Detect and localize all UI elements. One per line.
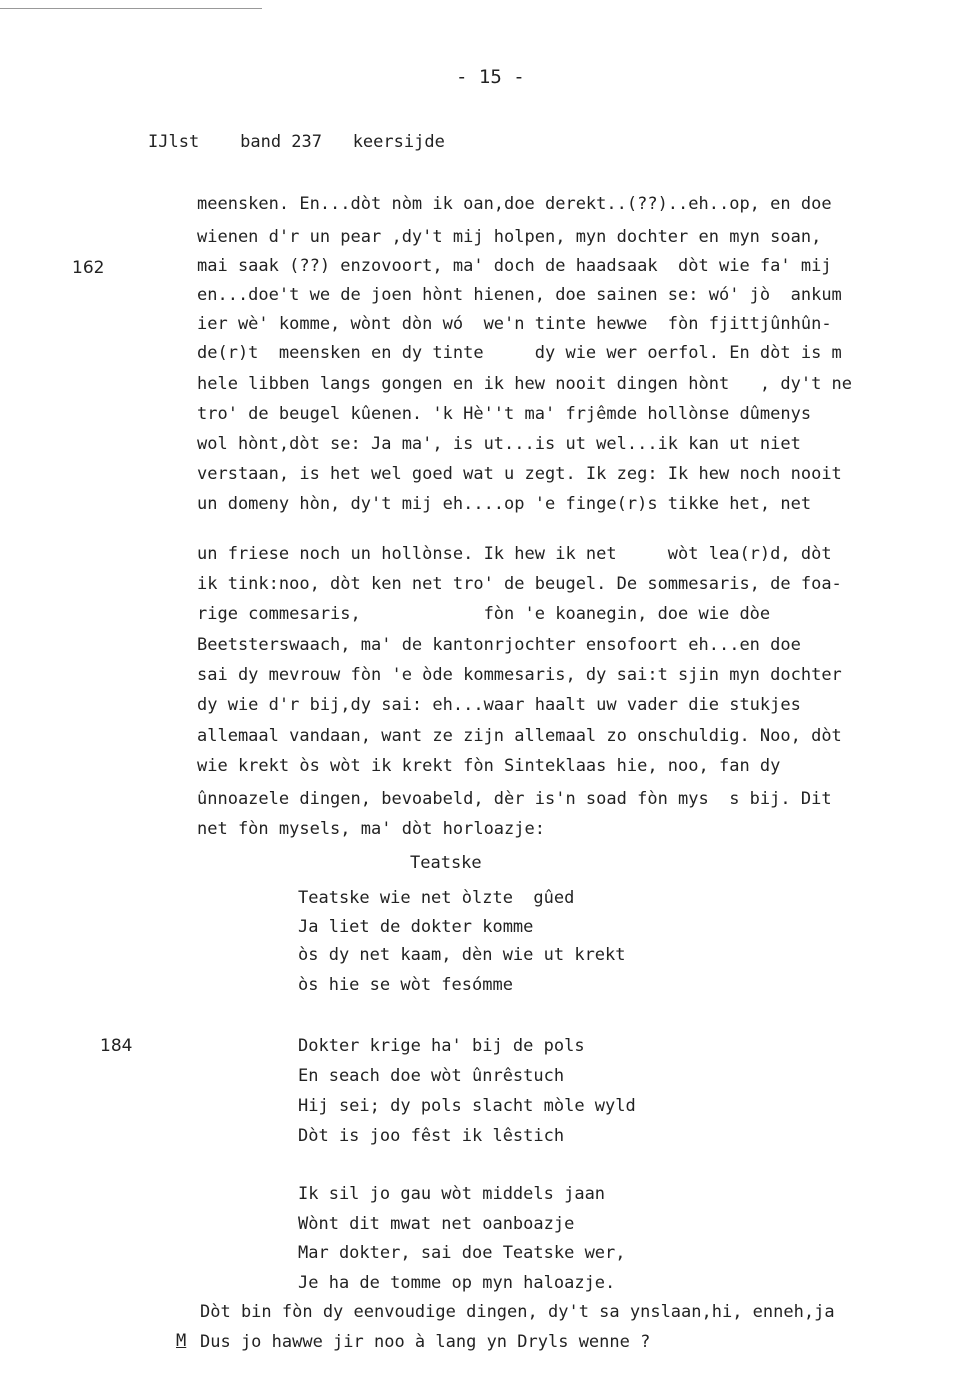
transcript-line: en...doe't we de joen hònt hienen, doe sainen se: wó' jò ankum — [197, 285, 842, 305]
transcript-line: mai saak (??) enzovoort, ma' doch de haadsaak dòt wie fa' mij — [197, 256, 832, 276]
poem-line: Dokter krige ha' bij de pols — [298, 1036, 585, 1056]
transcript-line: un friese noch un hollònse. Ik hew ik net wòt lea(r)d, dòt — [197, 544, 832, 564]
margin-line-number: 184 — [100, 1036, 133, 1056]
transcript-line: ik tink:noo, dòt ken net tro' de beugel. De sommesaris, de foa- — [197, 574, 842, 594]
transcript-line: rige commesaris, fòn 'e koanegin, doe wie dòe — [197, 604, 822, 624]
transcript-line: sai dy mevrouw fòn 'e òde kommesaris, dy sai:t sjin myn dochter — [197, 665, 842, 685]
transcript-line: wienen d'r un pear ,dy't mij holpen, myn dochter en myn soan, — [197, 227, 822, 247]
poem-line: Teatske wie net òlzte gûed — [298, 888, 575, 908]
transcript-line: net fòn mysels, ma' dòt horloazje: — [197, 819, 545, 839]
transcript-line: Dòt bin fòn dy eenvoudige dingen, dy't sa ynslaan,hi, enneh,ja — [200, 1302, 835, 1322]
transcript-line: meensken. En...dòt nòm ik oan,doe derekt..(??)..eh..op, en doe — [197, 194, 832, 214]
poem-line: òs dy net kaam, dèn wie ut krekt — [298, 945, 626, 965]
transcript-line: allemaal vandaan, want ze zijn allemaal zo onschuldig. Noo, dòt — [197, 726, 842, 746]
poem-line: En seach doe wòt ûnrêstuch — [298, 1066, 565, 1086]
poem-line: Dòt is joo fêst ik lêstich — [298, 1126, 565, 1146]
poem-line: Ik sil jo gau wòt middels jaan — [298, 1184, 606, 1204]
margin-line-number: 162 — [72, 258, 105, 278]
transcript-line: de(r)t meensken en dy tinte dy wie wer oerfol. En dòt is m — [197, 343, 842, 363]
transcript-line: dy wie d'r bij,dy sai: eh...waar haalt uw vader die stukjes — [197, 695, 801, 715]
poem-line: Mar dokter, sai doe Teatske wer, — [298, 1243, 626, 1263]
transcript-line: Dus jo hawwe jir noo à lang yn Dryls wenne ? — [200, 1332, 651, 1352]
speaker-label: M — [176, 1331, 187, 1351]
poem-line: Hij sei; dy pols slacht mòle wyld — [298, 1096, 636, 1116]
transcript-line: hele libben langs gongen en ik hew nooit dingen hònt , dy't ne — [197, 374, 853, 394]
transcript-line: ier wè' komme, wònt dòn wó we'n tinte hewwe fòn fjittjûnhûn- — [197, 314, 832, 334]
transcript-line: tro' de beugel kûenen. 'k Hè''t ma' frjêmde hollònse dûmenys — [197, 404, 812, 424]
transcript-line: wol hònt,dòt se: Ja ma', is ut...is ut wel...ik kan ut niet — [197, 434, 801, 454]
transcript-line: Beetsterswaach, ma' de kantonrjochter ensofoort eh...en doe — [197, 635, 801, 655]
poem-line: Je ha de tomme op myn haloazje. — [298, 1273, 616, 1293]
poem-line: Wònt dit mwat net oanboazje — [298, 1214, 575, 1234]
poem-line: òs hie se wòt fesómme — [298, 975, 513, 995]
poem-title: Teatske — [410, 853, 482, 873]
transcript-line: verstaan, is het wel goed wat u zegt. Ik zeg: Ik hew noch nooit — [197, 464, 842, 484]
page-number: - 15 - — [456, 66, 525, 88]
transcript-line: ûnnoazele dingen, bevoabeld, dèr is'n soad fòn mys s bij. Dit — [197, 789, 832, 809]
transcript-line: un domeny hòn, dy't mij eh....op 'e finge(r)s tikke het, net — [197, 494, 812, 514]
top-rule — [0, 8, 262, 9]
transcript-line: wie krekt òs wòt ik krekt fòn Sinteklaas hie, noo, fan dy — [197, 756, 781, 776]
document-heading: IJlst band 237 keersijde — [148, 132, 445, 152]
poem-line: Ja liet de dokter komme — [298, 917, 534, 937]
